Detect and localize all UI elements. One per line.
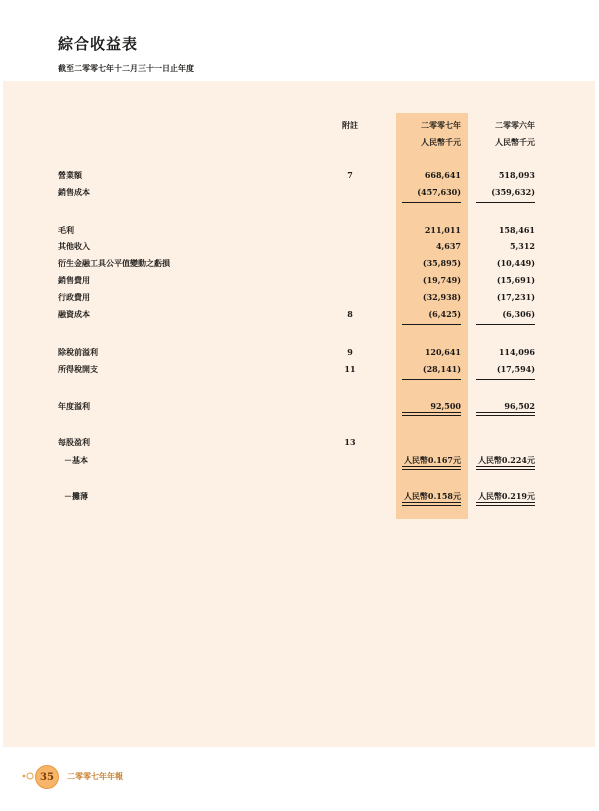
total-double-rule <box>476 466 535 470</box>
row-current-derivative-loss: (35,895) <box>422 258 461 268</box>
total-double-rule <box>476 502 535 506</box>
row-current-finance-costs: (6,425) <box>428 309 461 319</box>
total-double-rule <box>476 412 535 416</box>
subtotal-rule <box>402 379 461 380</box>
row-current-other-income: 4,637 <box>435 241 461 251</box>
row-label-administrative-expenses: 行政費用 <box>58 292 90 302</box>
row-prior-finance-costs: (6,306) <box>502 309 535 319</box>
row-note-turnover: 7 <box>347 170 353 180</box>
row-prior-income-tax: (17,594) <box>496 364 535 374</box>
row-label-cost-of-sales: 銷售成本 <box>58 187 90 197</box>
subtotal-rule <box>476 324 535 325</box>
row-prior-gross-profit: 158,461 <box>498 225 535 235</box>
row-current-eps-basic: 人民幣0.167元 <box>403 455 461 465</box>
row-note-profit-before-tax: 9 <box>347 347 353 357</box>
row-current-selling-expenses: (19,749) <box>422 275 461 285</box>
row-label-finance-costs: 融資成本 <box>58 309 90 319</box>
row-prior-profit-before-tax: 114,096 <box>498 347 535 357</box>
subtotal-rule <box>476 379 535 380</box>
row-current-turnover: 668,641 <box>424 170 461 180</box>
current-unit-header: 人民幣千元 <box>421 137 461 147</box>
prior-unit-header: 人民幣千元 <box>495 137 535 147</box>
report-name: 二零零七年年報 <box>67 771 123 781</box>
row-prior-eps-basic: 人民幣0.224元 <box>477 455 535 465</box>
prior-year-header: 二零零六年 <box>495 120 535 130</box>
row-label-derivative-loss: 衍生金融工具公平值變動之虧損 <box>58 258 170 268</box>
row-prior-turnover: 518,093 <box>498 170 535 180</box>
row-prior-selling-expenses: (15,691) <box>496 275 535 285</box>
page-title: 綜合收益表 <box>58 35 139 53</box>
row-current-profit-for-year: 92,500 <box>430 401 461 411</box>
row-current-administrative-expenses: (32,938) <box>422 292 461 302</box>
row-current-income-tax: (28,141) <box>422 364 461 374</box>
subtotal-rule <box>402 202 461 203</box>
row-label-profit-before-tax: 除稅前溢利 <box>58 347 98 357</box>
row-note-earnings-per-share: 13 <box>344 437 356 447</box>
row-note-finance-costs: 8 <box>347 309 353 319</box>
row-current-profit-before-tax: 120,641 <box>424 347 461 357</box>
row-label-income-tax: 所得稅開支 <box>58 364 98 374</box>
row-label-earnings-per-share: 每股盈利 <box>58 437 90 447</box>
period-subtitle: 截至二零零七年十二月三十一日止年度 <box>58 63 194 73</box>
row-prior-eps-diluted: 人民幣0.219元 <box>477 491 535 501</box>
row-label-eps-diluted: －攤薄 <box>64 491 88 501</box>
row-current-eps-diluted: 人民幣0.158元 <box>403 491 461 501</box>
subtotal-rule <box>402 324 461 325</box>
row-prior-other-income: 5,312 <box>509 241 535 251</box>
row-label-selling-expenses: 銷售費用 <box>58 275 90 285</box>
row-current-gross-profit: 211,011 <box>424 225 461 235</box>
row-label-other-income: 其他收入 <box>58 241 90 251</box>
row-current-cost-of-sales: (457,630) <box>417 187 461 197</box>
row-label-turnover: 營業額 <box>58 170 82 180</box>
row-prior-derivative-loss: (10,449) <box>496 258 535 268</box>
row-label-profit-for-year: 年度溢利 <box>58 401 90 411</box>
total-double-rule <box>402 466 461 470</box>
page-number: 35 <box>35 765 59 789</box>
row-prior-profit-for-year: 96,502 <box>504 401 535 411</box>
total-double-rule <box>402 502 461 506</box>
row-label-eps-basic: －基本 <box>64 455 88 465</box>
ornament-icon <box>21 771 35 781</box>
subtotal-rule <box>476 202 535 203</box>
total-double-rule <box>402 412 461 416</box>
row-label-gross-profit: 毛利 <box>58 225 74 235</box>
note-column-header: 附註 <box>342 120 358 130</box>
row-note-income-tax: 11 <box>344 364 356 374</box>
row-prior-cost-of-sales: (359,632) <box>491 187 535 197</box>
row-prior-administrative-expenses: (17,231) <box>496 292 535 302</box>
current-year-header: 二零零七年 <box>421 120 461 130</box>
